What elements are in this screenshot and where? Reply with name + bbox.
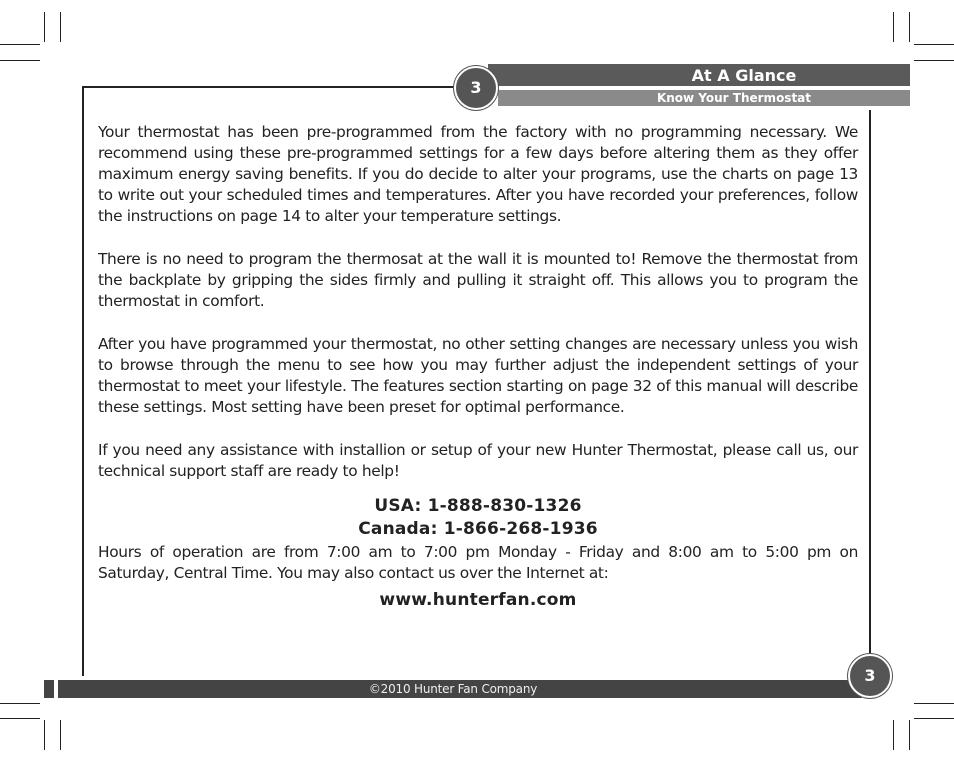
crop-mark	[893, 720, 894, 750]
phone-canada: Canada: 1-866-268-1936	[358, 519, 598, 539]
frame-top-border	[82, 86, 472, 88]
website-link[interactable]: www.hunterfan.com	[379, 590, 577, 610]
crop-mark	[909, 12, 910, 42]
crop-mark	[44, 720, 45, 750]
paragraph-intro: Your thermostat has been pre-programmed from the factory with no programming necessary. We recommend using these pre-programmed settings for a few days before altering them as they offer maximum energy saving benefits. If you do decide to alter your programs, use the charts on page 13 to write out your scheduled times and temperatures. After you have recorded your preferences, follow the instructions on page 14 to alter your temperature settings.	[98, 123, 858, 225]
crop-mark	[0, 718, 40, 719]
crop-mark	[914, 60, 954, 61]
crop-mark	[914, 703, 954, 704]
page-number-badge-bottom: 3	[848, 654, 892, 698]
crop-mark	[0, 60, 40, 61]
section-subtitle: Know Your Thermostat	[656, 91, 812, 105]
crop-mark	[0, 703, 40, 704]
paragraph-hours: Hours of operation are from 7:00 am to 7:00 pm Monday - Friday and 8:00 am to 5:00 pm on Saturday, Central Time. You may also contact us over the Internet at:	[98, 543, 858, 582]
paragraph-settings: After you have programmed your thermostat, no other setting changes are necessary unless you wish to browse through the menu to see how you may further adjust the independent settings of your thermostat to meet your lifestyle. The features section starting on page 32 of this manual will describe these settings. Most setting have been preset for optimal performance.	[98, 335, 858, 416]
paragraph-remove-thermostat: There is no need to program the thermosat at the wall it is mounted to! Remove the thermostat from the backplate by gripping the sides firmly and pulling it straight off. This allows you to program the thermostat in comfort.	[98, 250, 858, 310]
phone-usa: USA: 1-888-830-1326	[374, 496, 582, 516]
crop-mark	[60, 12, 61, 42]
crop-mark	[60, 720, 61, 750]
frame-left-border	[82, 86, 84, 676]
crop-mark	[893, 12, 894, 42]
page-content	[98, 122, 858, 611]
crop-mark	[914, 44, 954, 45]
copyright-text: ©2010 Hunter Fan Company	[368, 682, 538, 696]
crop-mark	[44, 12, 45, 42]
section-title: At A Glance	[691, 66, 797, 85]
crop-mark	[909, 720, 910, 750]
crop-mark	[0, 44, 40, 45]
frame-right-border	[869, 110, 871, 670]
crop-mark	[914, 718, 954, 719]
paragraph-assistance: If you need any assistance with installion or setup of your new Hunter Thermostat, please call us, our technical support staff are ready to help!	[98, 441, 858, 480]
page-number-badge-top: 3	[454, 66, 498, 110]
